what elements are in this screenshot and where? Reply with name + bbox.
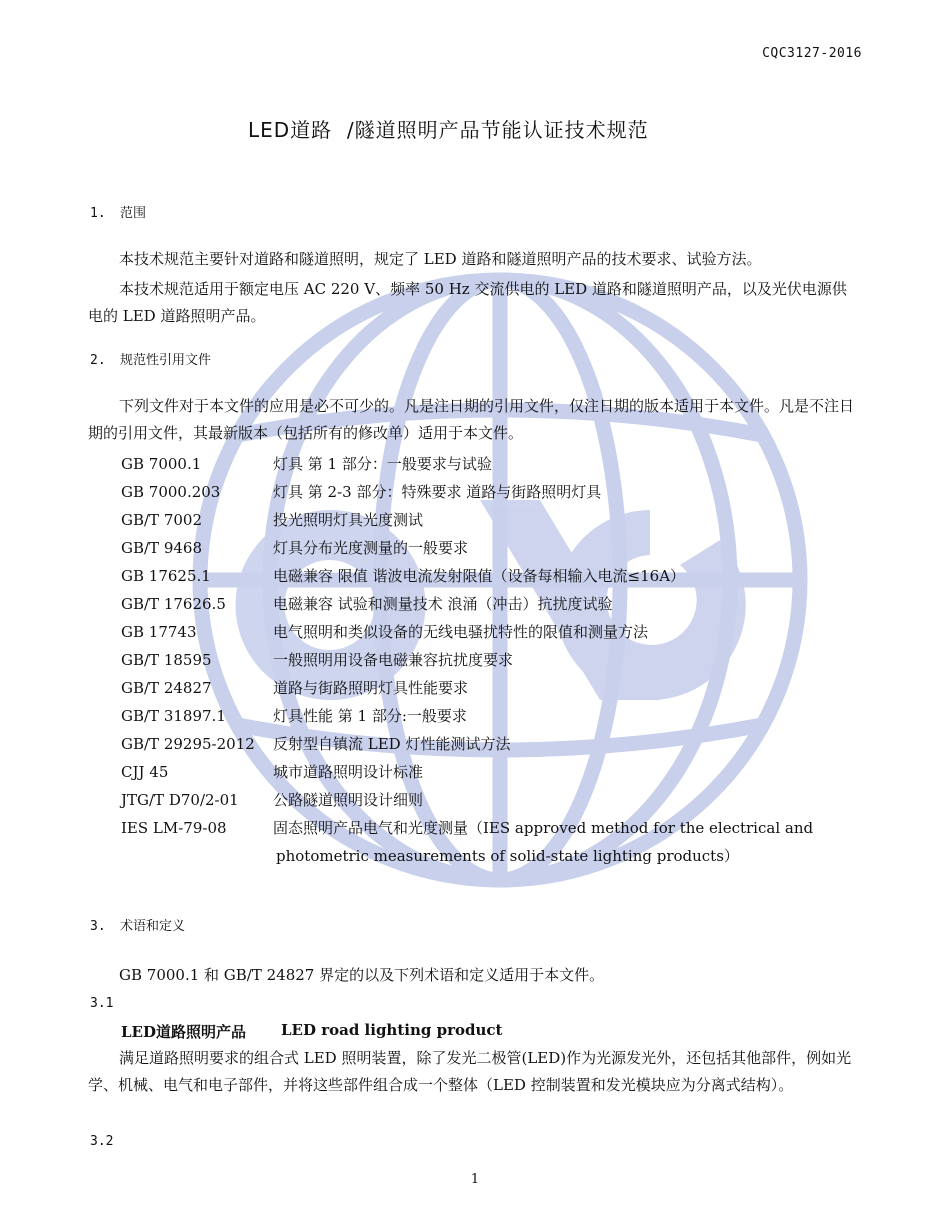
- reference-code: CJJ 45: [121, 763, 169, 781]
- reference-code: GB 17625.1: [121, 567, 211, 585]
- reference-code: GB/T 31897.1: [121, 707, 226, 725]
- section-heading-normative: [90, 349, 211, 368]
- term-entry: [121, 1021, 503, 1042]
- section-number: 2.: [90, 353, 106, 368]
- page-title: LED道路 /隧道照明产品节能认证技术规范: [248, 118, 649, 142]
- reference-name: 灯具 第 2-3 部分：特殊要求 道路与街路照明灯具: [273, 483, 602, 501]
- section-heading-terms: [90, 915, 185, 934]
- reference-code: GB/T 29295-2012: [121, 735, 255, 753]
- section-heading-scope: [90, 202, 146, 221]
- reference-code: GB 17743: [121, 623, 197, 641]
- scope-paragraph-1: 本技术规范主要针对道路和隧道照明，规定了 LED 道路和隧道照明产品的技术要求、试验方法。: [119, 250, 762, 268]
- page-number: 1: [470, 1172, 480, 1187]
- reference-name: 公路隧道照明设计细则: [273, 791, 424, 809]
- reference-name: 灯具 第 1 部分：一般要求与试验: [273, 455, 492, 473]
- scope-paragraph-2: 本技术规范适用于额定电压 AC 220 V、频率 50 Hz 交流供电的 LED 道路和隧道照明产品，以及光伏电源供电的 LED 道路照明产品。: [88, 280, 847, 325]
- reference-name: 灯具性能 第 1 部分:一般要求: [273, 707, 467, 725]
- document-code: CQC3127-2016: [762, 46, 862, 61]
- reference-code: GB 7000.1: [121, 455, 202, 473]
- reference-name: 道路与街路照明灯具性能要求: [273, 679, 469, 697]
- reference-name: 一般照明用设备电磁兼容抗扰度要求: [273, 651, 514, 669]
- reference-name: 固态照明产品电气和光度测量（IES approved method for the electrical and: [273, 819, 814, 837]
- term-chinese: LED道路照明产品: [121, 1023, 246, 1041]
- reference-name-continuation: photometric measurements of solid-state lighting products）: [276, 847, 739, 865]
- reference-code: JTG/T D70/2-01: [121, 791, 239, 809]
- reference-name: 电磁兼容 限值 谐波电流发射限值（设备每相输入电流≤16A）: [273, 567, 686, 585]
- reference-code: GB/T 18595: [121, 651, 212, 669]
- terms-intro: GB 7000.1 和 GB/T 24827 界定的以及下列术语和定义适用于本文件。: [119, 966, 605, 984]
- reference-name: 反射型自镇流 LED 灯性能测试方法: [273, 735, 511, 753]
- normative-intro: 下列文件对于本文件的应用是必不可少的。凡是注日期的引用文件，仅注日期的版本适用于本文件。凡是不注日期的引用文件，其最新版本（包括所有的修改单）适用于本文件。: [88, 397, 855, 442]
- reference-name: 投光照明灯具光度测试: [273, 511, 424, 529]
- section-number: 1.: [90, 206, 106, 221]
- reference-code: GB/T 7002: [121, 511, 203, 529]
- reference-name: 电气照明和类似设备的无线电骚扰特性的限值和测量方法: [273, 623, 649, 641]
- reference-code: GB 7000.203: [121, 483, 221, 501]
- clause-number: 3.1: [90, 996, 114, 1011]
- clause-number: 3.2: [90, 1134, 114, 1149]
- section-number: 3.: [90, 919, 106, 934]
- reference-code: GB/T 9468: [121, 539, 203, 557]
- reference-name: 灯具分布光度测量的一般要求: [273, 539, 469, 557]
- reference-code: IES LM-79-08: [121, 819, 227, 837]
- section-label: 术语和定义: [120, 919, 186, 934]
- term-english: LED road lighting product: [281, 1021, 503, 1039]
- reference-name: 城市道路照明设计标准: [273, 763, 424, 781]
- term-definition: 满足道路照明要求的组合式 LED 照明装置，除了发光二极管(LED)作为光源发光外，还包括其他部件，例如光学、机械、电气和电子部件，并将这些部件组合成一个整体（LED 控制装置和发光模块应为分离式结构）。: [88, 1049, 852, 1094]
- reference-name: 电磁兼容 试验和测量技术 浪涌（冲击）抗扰度试验: [273, 595, 613, 613]
- reference-code: GB/T 24827: [121, 679, 212, 697]
- section-label: 规范性引用文件: [120, 353, 212, 368]
- reference-code: GB/T 17626.5: [121, 595, 226, 613]
- section-label: 范围: [120, 206, 147, 221]
